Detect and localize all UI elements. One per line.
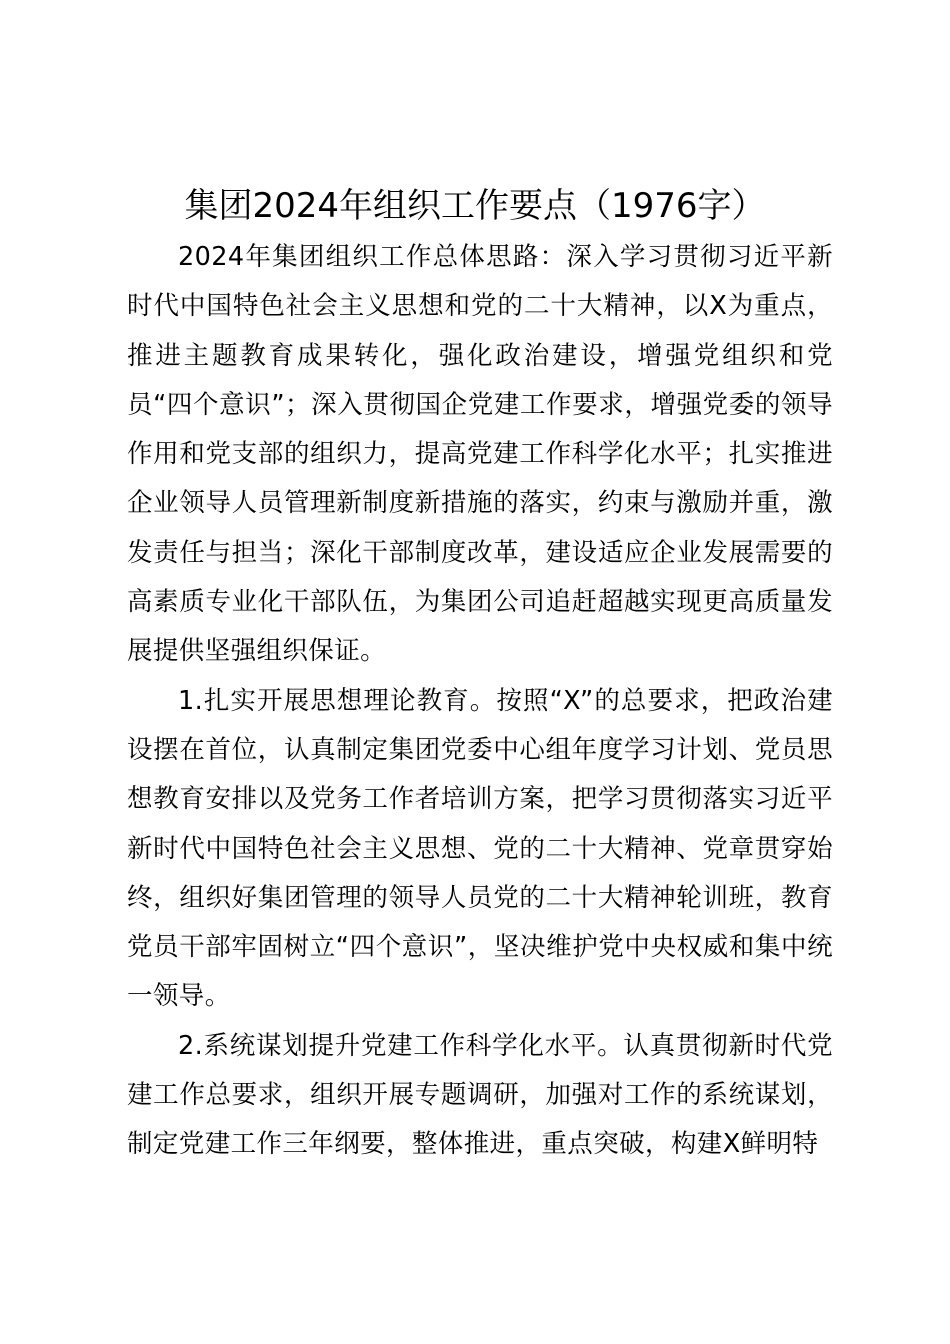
paragraph-item-2: 2.系统谋划提升党建工作科学化水平。认真贯彻新时代党建工作总要求，组织开展专题调研，加强对工作的系统谋划，制定党建工作三年纲要，整体推进，重点突破，构建X鲜明特 [127, 1030, 833, 1160]
paragraph-item-1: 1.扎实开展思想理论教育。按照“X”的总要求，把政治建设摆在首位，认真制定集团党委中心组年度学习计划、党员思想教育安排以及党务工作者培训方案，把学习贯彻落实习近平新时代中国特色社会主义思想、党的二十大精神、党章贯穿始终，组织好集团管理的领导人员党的二十大精神轮训班，教育党员干部牢固树立“四个意识”，坚决维护党中央权威和集中统一领导。 [127, 685, 833, 1012]
document-title: 集团2024年组织工作要点（1976字） [184, 186, 766, 226]
paragraph-overview: 2024年集团组织工作总体思路：深入学习贯彻习近平新时代中国特色社会主义思想和党的二十大精神，以X为重点，推进主题教育成果转化，强化政治建设，增强党组织和党员“四个意识”；深入贯彻国企党建工作要求，增强党委的领导作用和党支部的组织力，提高党建工作科学化水平；扎实推进企业领导人员管理新制度新措施的落实，约束与激励并重，激发责任与担当；深化干部制度改革，建设适应企业发展需要的高素质专业化干部队伍，为集团公司追赶超越实现更高质量发展提供坚强组织保证。 [127, 242, 833, 667]
document-body [127, 233, 833, 1170]
